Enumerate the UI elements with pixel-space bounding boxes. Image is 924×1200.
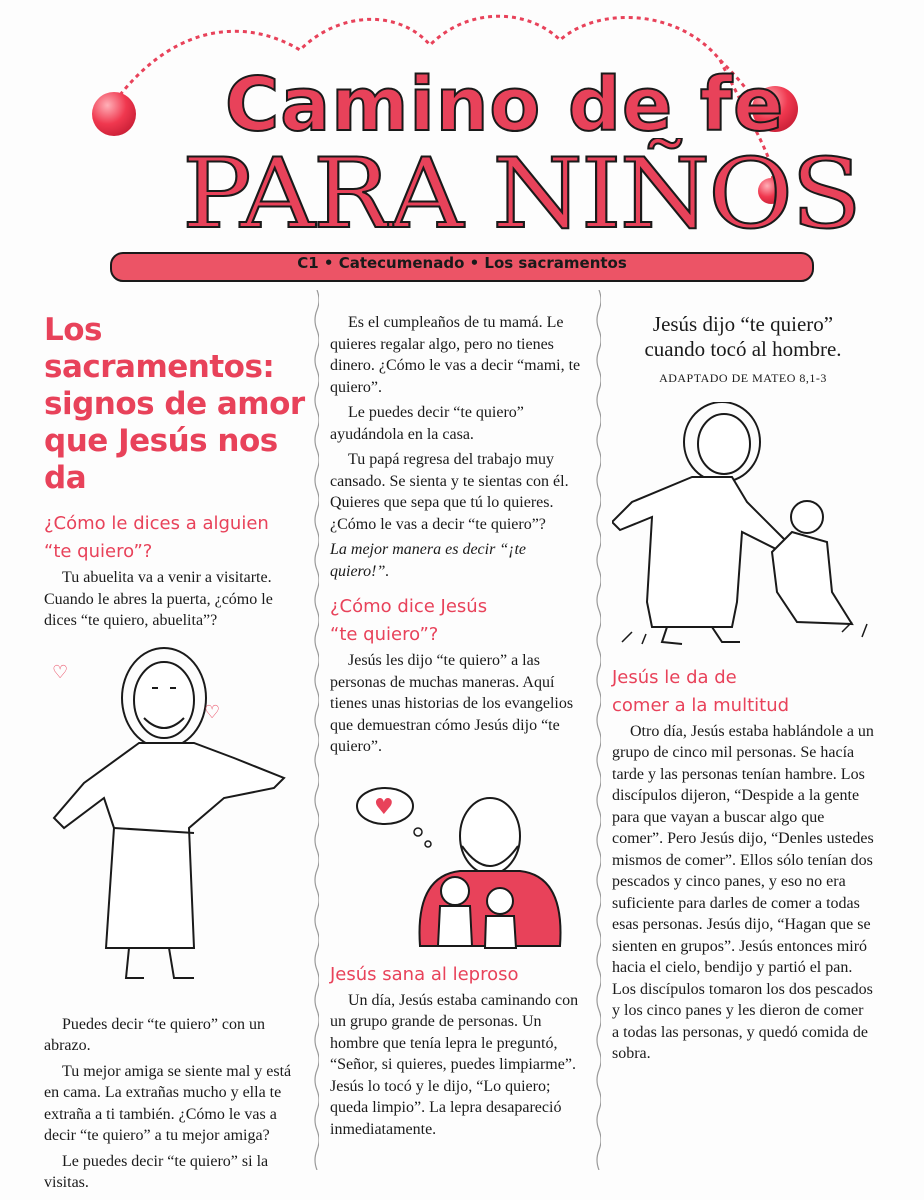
svg-text:♥: ♥ — [374, 794, 394, 820]
paragraph-cumpleanos: Es el cumpleaños de tu mamá. Le quieres regalar algo, pero no tienes dinero. ¿Cómo le vas a decir “mami, te quiero”. — [330, 314, 581, 396]
svg-text:♡: ♡ — [204, 701, 221, 723]
quote-citation: ADAPTADO DE MATEO 8,1-3 — [659, 371, 827, 385]
column-1 — [44, 312, 306, 1198]
subheading-como-dice-jesus-2: “te quiero”? — [330, 624, 439, 645]
column-3 — [612, 312, 874, 1069]
quote-line1: Jesús dijo “te quiero” — [652, 312, 834, 336]
red-ball-left — [92, 92, 136, 136]
quote-line2: cuando tocó al hombre. — [644, 337, 842, 361]
paragraph-abuelita: Tu abuelita va a venir a visitarte. Cuando le abres la puerta, ¿cómo le dices “te quiero, abuelita”? — [44, 569, 273, 629]
column-2 — [330, 312, 585, 1144]
title-camino-de-fe: Camino de fe — [225, 62, 785, 148]
paragraph-ayudandola: Le puedes decir “te quiero” ayudándola en la casa. — [330, 404, 524, 443]
masthead — [0, 0, 924, 280]
subheading-como-dice-jesus-1: ¿Cómo dice Jesús — [330, 596, 488, 617]
jesus-illustration — [44, 638, 306, 1008]
paragraph-multitud: Otro día, Jesús estaba hablándole a un grupo de cinco mil personas. Se hacía tarde y las personas tenían hambre. Los discípulos dijeron, “Despide a la gente para que vayan a buscar algo que comer”. Pero Jesús dijo, “Denles ustedes mismos de comer”. Ellos sólo tenían dos pescados y cinco panes, y eso no era suficiente para darles de comer a todas esas personas. Jesús dijo, “Hagan que se sienten en grupos”. Jesús entonces miró hacia el cielo, bendijo y partió el pan. Los discípulos tomaron los dos pescados y los cinco panes y les dieron de comer a todas las personas, y quedó comida de sobra. — [612, 722, 874, 1062]
main-heading-line2: signos de amor — [44, 386, 305, 422]
paragraph-papa: Tu papá regresa del trabajo muy cansado. Se sienta y te sientas con él. Quieres que sepa que tú lo quieres. ¿Cómo le vas a decir “te quiero”? — [330, 451, 569, 533]
main-heading-line1: Los sacramentos: — [44, 312, 275, 385]
svg-text:♡: ♡ — [52, 661, 69, 683]
jesus-children-illustration — [330, 766, 585, 956]
paragraph-muchas-maneras: Jesús les dijo “te quiero” a las personas de muchas maneras. Aquí tienes unas historias de los evangelios que demuestran cómo Jesús dijo “te quiero”. — [330, 652, 574, 755]
paragraph-abrazo: Puedes decir “te quiero” con un abrazo. — [44, 1015, 266, 1054]
paragraph-leproso: Un día, Jesús estaba caminando con un grupo grande de personas. Un hombre que tenía lepra le preguntó, “Señor, si quieres, puedes limpiarme”. Jesús lo tocó y le dijo, “Lo quiero; queda limpio”. La lepra desapareció inmediatamente. — [330, 991, 579, 1138]
subheading-multitud-2: comer a la multitud — [612, 694, 790, 716]
main-heading-line3: que Jesús nos da — [44, 423, 278, 496]
subheading-multitud-1: Jesús le da de — [612, 666, 737, 688]
subheading-como-le-dices-1: ¿Cómo le dices a alguien — [44, 513, 269, 534]
paragraph-mejor-amiga: Tu mejor amiga se siente mal y está en cama. La extrañas mucho y ella te extraña a ti también. ¿Cómo le vas a decir “te quiero” a tu mejor amiga? — [44, 1062, 292, 1144]
paragraph-visitas: Le puedes decir “te quiero” si la visitas. — [44, 1152, 269, 1191]
column-divider-2 — [595, 290, 601, 1170]
subheading-leproso: Jesús sana al leproso — [330, 963, 519, 985]
jesus-healing-illustration — [612, 402, 874, 657]
subheading-como-le-dices-2: “te quiero”? — [44, 541, 153, 562]
title-para-ninos: PARA NIÑOS — [182, 138, 860, 250]
column-divider-1 — [313, 290, 319, 1170]
paragraph-mejor-manera: La mejor manera es decir “¡te quiero!”. — [330, 541, 526, 580]
banner-text: C1 • Catecumenado • Los sacramentos — [297, 254, 627, 272]
